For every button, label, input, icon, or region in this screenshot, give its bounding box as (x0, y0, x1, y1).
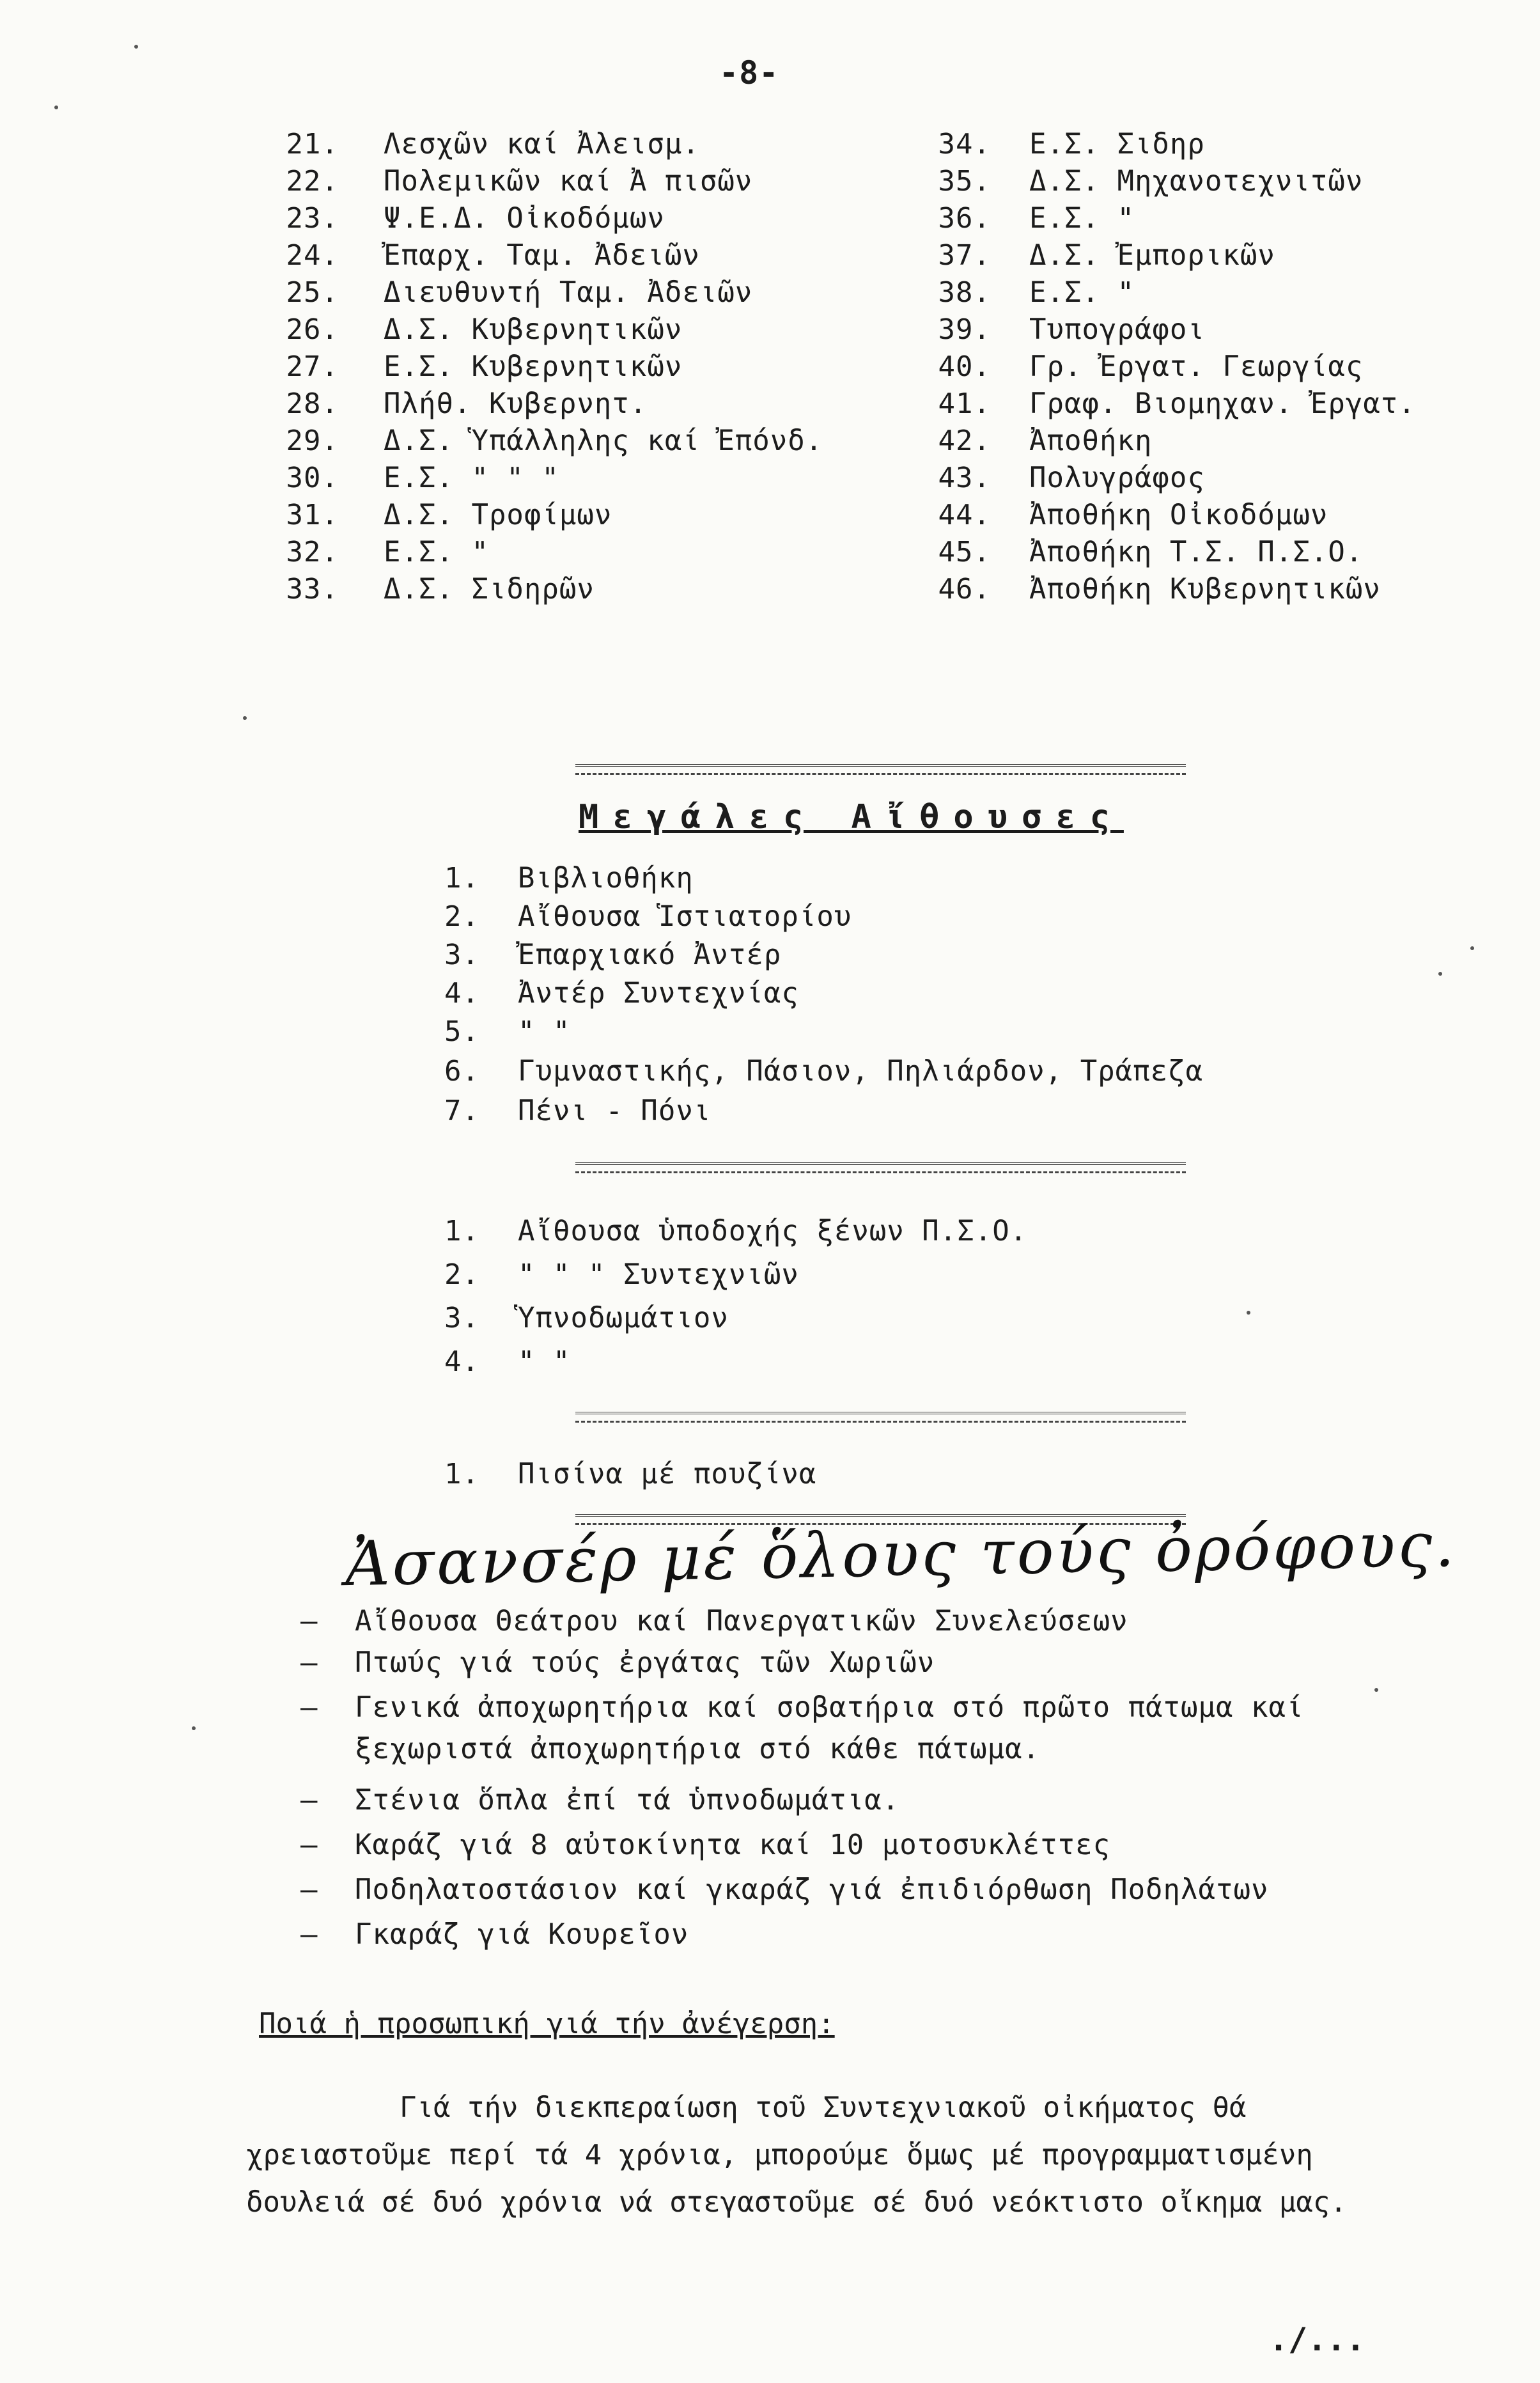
list-item: Πολεμικῶν καί Ἀ πισῶν (384, 165, 753, 198)
list-item: Πένι - Πόνι (518, 1095, 712, 1127)
list-item: Στένια ὅπλα ἐπί τά ὑπνοδωμάτια. (355, 1784, 900, 1817)
section-heading: Μεγάλες Αἴθουσες (579, 798, 1124, 836)
list-item: Ε.Σ. " (1029, 202, 1135, 235)
list-number: 4. (444, 977, 479, 1010)
list-number: 1. (444, 1215, 479, 1247)
list-number: 33. (286, 573, 339, 606)
list-number: 44. (938, 499, 991, 531)
list-item: " " (518, 1345, 571, 1378)
list-item: Γκαράζ γιά Κουρεῖον (355, 1918, 689, 1951)
list-number: 23. (286, 202, 339, 235)
list-number: 32. (286, 536, 339, 568)
list-item: Πλήθ. Κυβερνητ. (384, 387, 648, 420)
list-item: Ἀποθήκη Οἰκοδόμων (1029, 499, 1328, 531)
body-paragraph: Γιά τήν διεκπεραίωση τοῦ Συντεχνιακοῦ οἰκήματος θά χρειαστοῦμε περί τά 4 χρόνια, μπορούμε ὅμως μέ προγραμματισμένη δουλειά σέ δυό χρόνια νά στεγαστοῦμε σέ δυό νεόκτιστο οἴκημα μας. (246, 2091, 1347, 2219)
scan-speck (1247, 1311, 1250, 1315)
list-number: 38. (938, 276, 991, 309)
list-number: 1. (444, 862, 479, 895)
section-divider (575, 1412, 1186, 1423)
list-item: Δ.Σ. Μηχανοτεχνιτῶν (1029, 165, 1364, 198)
list-item: " " (518, 1015, 571, 1048)
list-item: Αἴθουσα Ἱστιατορίου (518, 900, 852, 933)
list-number: 31. (286, 499, 339, 531)
list-item: Δ.Σ. Ὑπάλληλης καί Ἐπόνδ. (384, 425, 823, 457)
question-heading: Ποιά ἡ προσωπική γιά τήν ἀνέγερση: (259, 2008, 835, 2040)
list-item: Αἴθουσα ὑποδοχής ξένων Π.Σ.Ο. (518, 1215, 1028, 1247)
list-number: 2. (444, 900, 479, 933)
list-item: Ε.Σ. " (384, 536, 489, 568)
scan-speck (134, 45, 138, 49)
scan-speck (1470, 946, 1474, 950)
list-number: 37. (938, 239, 991, 272)
list-number: 1. (444, 1458, 479, 1490)
list-item: ξεχωριστά ἀποχωρητήρια στό κάθε πάτωμα. (355, 1733, 1041, 1765)
list-item: Δ.Σ. Ἐμπορικῶν (1029, 239, 1275, 272)
list-number: 4. (444, 1345, 479, 1378)
list-number: 21. (286, 128, 339, 160)
list-number: 27. (286, 350, 339, 383)
list-item: Πτωύς γιά τούς ἐργάτας τῶν Χωριῶν (355, 1646, 935, 1679)
list-number: 29. (286, 425, 339, 457)
list-item: Δ.Σ. Κυβερνητικῶν (384, 313, 683, 346)
list-item: Ὑπνοδωμάτιον (518, 1302, 729, 1334)
scan-speck (243, 716, 247, 720)
list-item: Ε.Σ. " (1029, 276, 1135, 309)
list-number: 43. (938, 462, 991, 494)
list-item: Βιβλιοθήκη (518, 862, 694, 895)
list-item: Ἐπαρχιακό Ἀντέρ (518, 939, 782, 971)
scan-speck (1438, 972, 1442, 976)
scan-speck (192, 1726, 196, 1730)
list-item: Γενικά ἀποχωρητήρια καί σοβατήρια στό πρῶτο πάτωμα καί (355, 1691, 1304, 1724)
handwritten-note: Ἀσανσέρ μέ ὅλους τούς ὀρόφους. (345, 1508, 1458, 1600)
list-number: 39. (938, 313, 991, 346)
list-number: 30. (286, 462, 339, 494)
list-item: Ἀντέρ Συντεχνίας (518, 977, 799, 1010)
list-number: 3. (444, 1302, 479, 1334)
section-divider (575, 764, 1186, 775)
bullet-dash: – (300, 1784, 318, 1817)
scan-speck (1374, 1688, 1378, 1692)
list-number: 46. (938, 573, 991, 606)
list-number: 36. (938, 202, 991, 235)
list-item: Γρ. Ἐργατ. Γεωργίας (1029, 350, 1364, 383)
list-number: 24. (286, 239, 339, 272)
section-divider (575, 1162, 1186, 1173)
list-item: " " " Συντεχνιῶν (518, 1258, 799, 1291)
list-item: Αἴθουσα Θεάτρου καί Πανεργατικῶν Συνελεύσεων (355, 1605, 1128, 1637)
list-number: 26. (286, 313, 339, 346)
list-item: Δ.Σ. Σιδηρῶν (384, 573, 595, 606)
list-item: Δ.Σ. Τροφίμων (384, 499, 612, 531)
bullet-dash: – (300, 1873, 318, 1906)
list-number: 40. (938, 350, 991, 383)
list-number: 2. (444, 1258, 479, 1291)
list-item: Ἀποθήκη Τ.Σ. Π.Σ.Ο. (1029, 536, 1364, 568)
list-item: Ποδηλατοστάσιον καί γκαράζ γιά ἐπιδιόρθωση Ποδηλάτων (355, 1873, 1269, 1906)
list-item: Ἀποθήκη (1029, 425, 1153, 457)
scan-speck (54, 105, 58, 109)
list-number: 3. (444, 939, 479, 971)
list-number: 25. (286, 276, 339, 309)
bullet-dash: – (300, 1691, 318, 1724)
list-item: Πισίνα μέ πουζίνα (518, 1458, 817, 1490)
list-item: Διευθυντή Ταμ. Ἀδειῶν (384, 276, 753, 309)
list-item: Τυπογράφοι (1029, 313, 1205, 346)
list-number: 22. (286, 165, 339, 198)
list-number: 45. (938, 536, 991, 568)
list-item: Ε.Σ. Κυβερνητικῶν (384, 350, 683, 383)
continuation-mark: ./... (1269, 2321, 1365, 2358)
bullet-dash: – (300, 1829, 318, 1861)
list-item: Γραφ. Βιομηχαν. Ἐργατ. (1029, 387, 1416, 420)
list-number: 35. (938, 165, 991, 198)
page-number: -8- (719, 54, 779, 91)
list-item: Ἐπαρχ. Ταμ. Ἀδειῶν (384, 239, 700, 272)
list-number: 6. (444, 1055, 479, 1088)
list-number: 5. (444, 1015, 479, 1048)
bullet-dash: – (300, 1605, 318, 1637)
list-item: Ε.Σ. Σιδηρ (1029, 128, 1205, 160)
list-item: Ἀποθήκη Κυβερνητικῶν (1029, 573, 1381, 606)
list-item: Ψ.Ε.Δ. Οἰκοδόμων (384, 202, 665, 235)
list-number: 7. (444, 1095, 479, 1127)
list-number: 34. (938, 128, 991, 160)
list-item: Γυμναστικής, Πάσιον, Πηλιάρδον, Τράπεζα (518, 1055, 1204, 1088)
list-item: Καράζ γιά 8 αὐτοκίνητα καί 10 μοτοσυκλέττες (355, 1829, 1111, 1861)
list-number: 28. (286, 387, 339, 420)
bullet-dash: – (300, 1918, 318, 1951)
list-item: Πολυγράφος (1029, 462, 1205, 494)
list-number: 41. (938, 387, 991, 420)
list-item: Ε.Σ. " " " (384, 462, 559, 494)
list-number: 42. (938, 425, 991, 457)
list-item: Λεσχῶν καί Ἀλεισμ. (384, 128, 700, 160)
bullet-dash: – (300, 1646, 318, 1679)
